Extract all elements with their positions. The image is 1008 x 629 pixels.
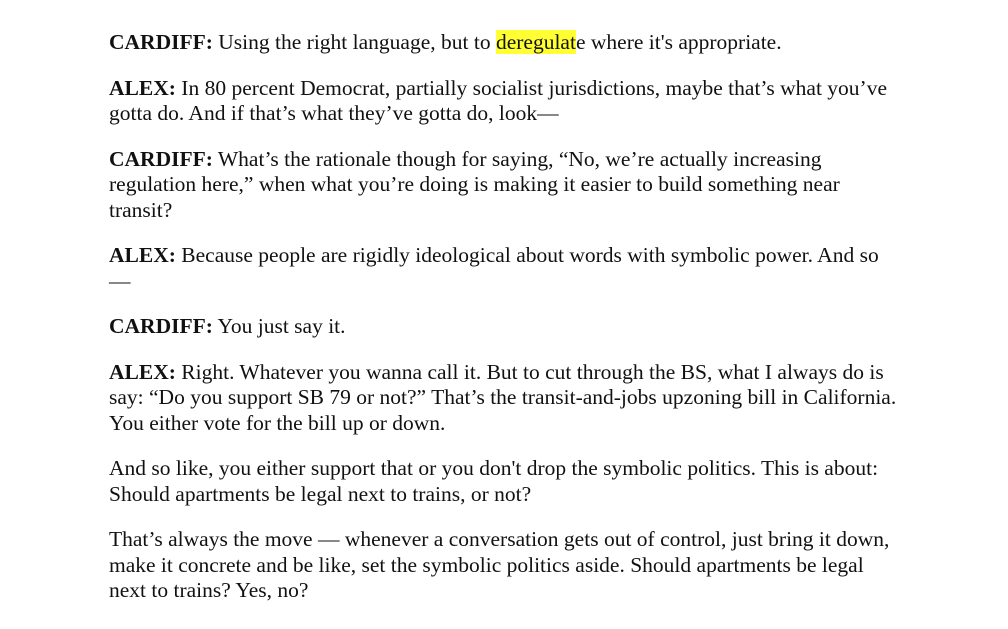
speaker-label: CARDIFF: <box>109 314 213 338</box>
transcript-paragraph-continuation-1 <box>109 456 899 507</box>
transcript-paragraph-alex-2 <box>109 243 899 294</box>
paragraph-text: That’s always the move — whenever a conversation gets out of control, just bring it down, make it concrete and be like, set the symbolic politics aside. Should apartments be legal next to trains? Yes, no? <box>109 527 890 602</box>
transcript-paragraph-alex-1 <box>109 76 899 127</box>
paragraph-text: Because people are rigidly ideological about words with symbolic power. And so— <box>109 243 879 293</box>
document-page <box>109 30 899 624</box>
speaker-label: ALEX: <box>109 359 176 384</box>
paragraph-text: And so like, you either support that or you don't drop the symbolic politics. This is about: Should apartments be legal next to trains, or not? <box>109 456 879 506</box>
transcript-paragraph-alex-3 <box>109 360 899 437</box>
paragraph-text: Using the right language, but to <box>212 30 496 54</box>
paragraph-text: In 80 percent Democrat, partially socialist jurisdictions, maybe that’s what you’ve gotta do. And if that’s what they’ve gotta do, look— <box>109 75 888 125</box>
transcript-paragraph-cardiff-1 <box>109 30 899 56</box>
paragraph-text: Right. Whatever you wanna call it. But to cut through the BS, what I always do is say: “Do you support SB 79 or not?” That’s the transit-and-jobs upzoning bill in California. You either vote for the bill up or down. <box>109 359 897 435</box>
highlighted-text: deregulat <box>495 30 576 54</box>
transcript-paragraph-cardiff-2 <box>109 147 899 224</box>
speaker-label: ALEX: <box>109 75 176 100</box>
transcript-paragraph-cardiff-3 <box>109 314 899 340</box>
speaker-label: ALEX: <box>109 243 176 267</box>
speaker-label: CARDIFF: <box>109 30 213 54</box>
transcript-paragraph-continuation-2 <box>109 527 899 604</box>
speaker-label: CARDIFF: <box>109 146 213 171</box>
paragraph-text: What’s the rationale though for saying, “No, we’re actually increasing regulation here,” when what you’re doing is making it easier to build something near transit? <box>109 146 840 222</box>
paragraph-text: e where it's appropriate. <box>575 30 782 54</box>
paragraph-text: You just say it. <box>212 314 346 338</box>
